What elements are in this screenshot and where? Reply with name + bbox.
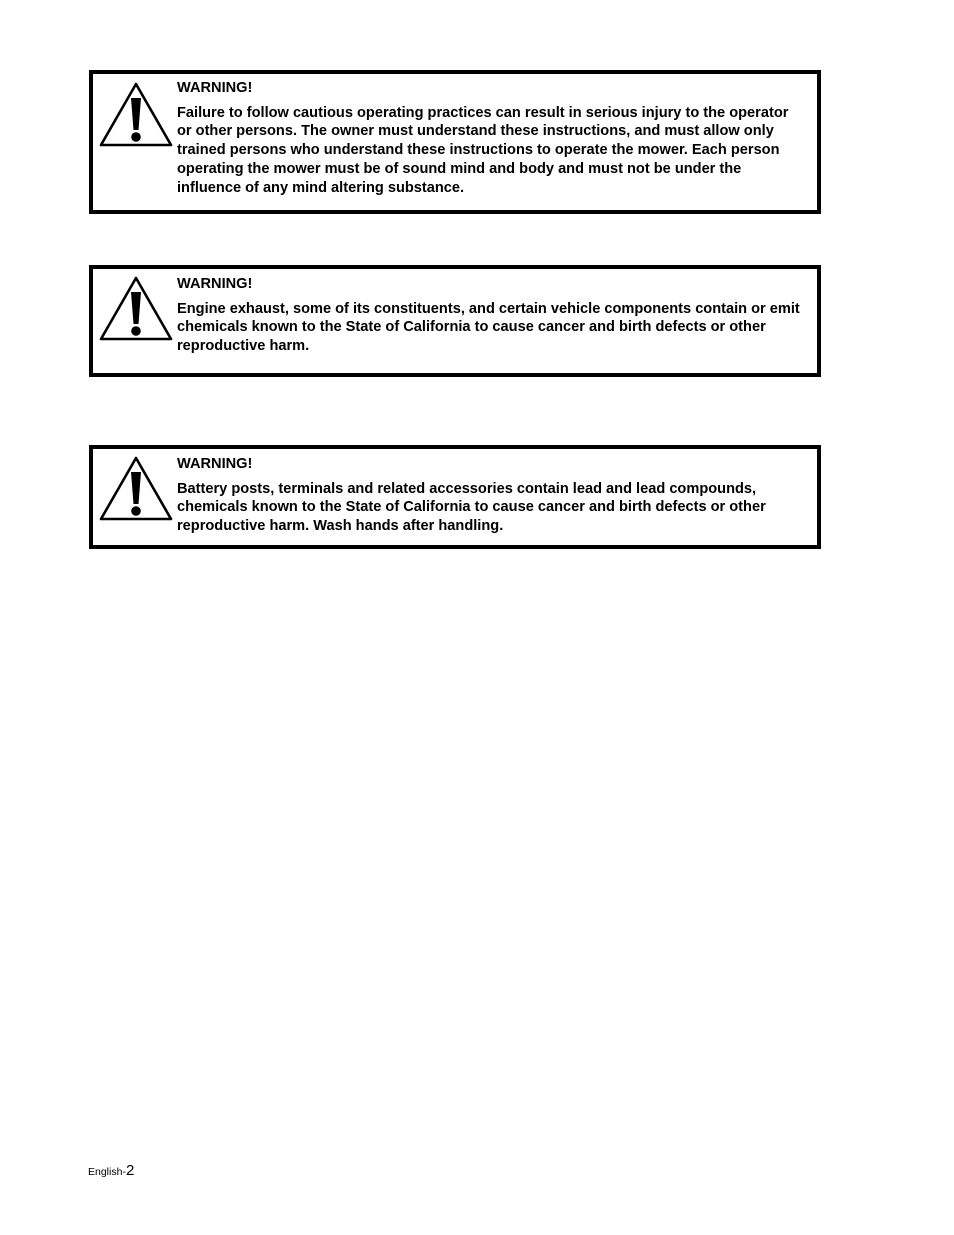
warning-heading: WARNING!: [177, 276, 253, 292]
page-footer: [88, 1162, 134, 1179]
warning-heading: WARNING!: [177, 80, 253, 96]
warning-heading: WARNING!: [177, 456, 253, 472]
warning-exclamation-triangle-icon: [98, 80, 174, 148]
warning-text: [177, 79, 803, 197]
footer-language: English-: [88, 1166, 126, 1178]
warning-body: Engine exhaust, some of its constituents, and certain vehicle components contain or emit chemicals known to the State of California to cause cancer and birth defects or other reproductive harm.: [177, 300, 800, 355]
page-number: 2: [125, 1162, 135, 1179]
warning-body: Failure to follow cautious operating practices can result in serious injury to the operator or other persons. The owner must understand these instructions, and must allow only trained persons who understand these instructions to operate the mower. Each person operating the mower must be of sound mind and body and must not be under the influence of any mind altering substance.: [177, 104, 789, 196]
warning-text: [177, 275, 803, 356]
warning-exclamation-triangle-icon: [98, 274, 174, 342]
warning-box-operating-practices: [89, 70, 821, 214]
warning-box-battery-lead: [89, 445, 821, 549]
warning-box-engine-exhaust: [89, 265, 821, 377]
warning-body: Battery posts, terminals and related accessories contain lead and lead compounds, chemicals known to the State of California to cause cancer and birth defects or other reproductive harm. Wash hands after handling.: [177, 480, 766, 535]
warning-exclamation-triangle-icon: [98, 454, 174, 522]
warning-text: [177, 455, 803, 536]
